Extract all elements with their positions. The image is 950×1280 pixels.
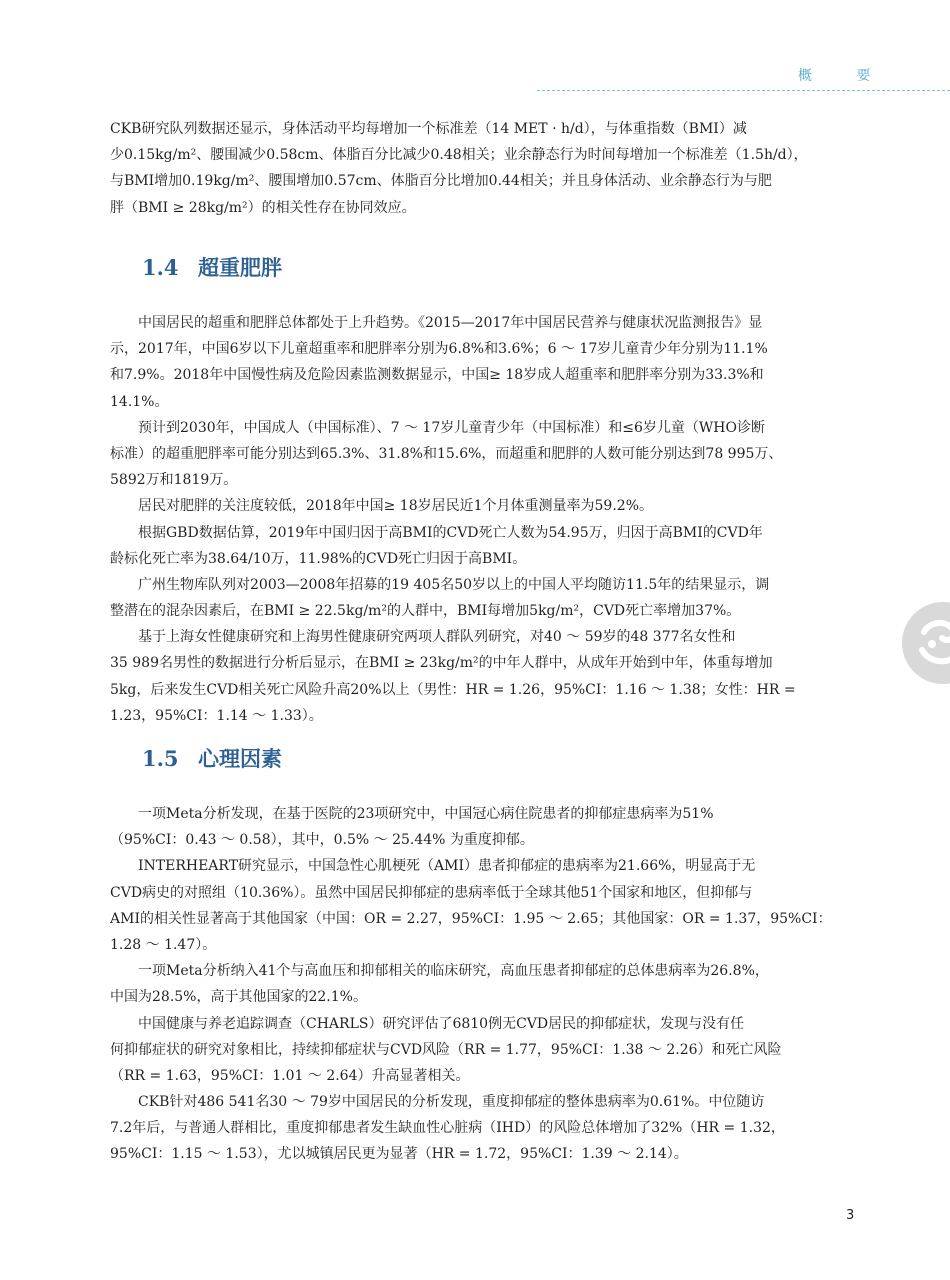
- text-line: 基于上海女性健康研究和上海男性健康研究两项人群队列研究，对40 ～ 59岁的48 377名女性和: [110, 629, 736, 646]
- text-line: 中国健康与养老追踪调查（CHARLS）研究评估了6810例无CVD居民的抑郁症状，发现与没有任: [110, 1015, 745, 1032]
- text-line: AMI的相关性显著高于其他国家（中国：OR = 2.27，95%CI：1.95 ～ 2.65；其他国家：OR = 1.37，95%CI：: [110, 910, 832, 927]
- text-line: 35 989名男性的数据进行分析后显示，在BMI ≥ 23kg/m²的中年人群中，从成年开始到中年，体重每增加: [110, 655, 773, 672]
- section-title: 超重肥胖: [198, 255, 282, 280]
- text-line: 标准）的超重肥胖率可能分别达到65.3%、31.8%和15.6%，而超重和肥胖的人数可能分别达到78 995万、: [110, 445, 783, 462]
- header-dashed-rule: [537, 90, 950, 91]
- text-line: 5892万和1819万。: [110, 472, 238, 489]
- text-line: 居民对肥胖的关注度较低，2018年中国≥ 18岁居民近1个月体重测量率为59.2%。: [110, 498, 654, 515]
- text-line: 预计到2030年，中国成人（中国标准）、7 ～ 17岁儿童青少年（中国标准）和≤6岁儿童（WHO诊断: [110, 419, 765, 436]
- text-line: （RR = 1.63，95%CI：1.01 ～ 2.64）升高显著相关。: [110, 1067, 470, 1084]
- text-line: 中国居民的超重和肥胖总体都处于上升趋势。《2015—2017年中国居民营养与健康状况监测报告》显: [110, 315, 763, 331]
- text-line: 95%CI：1.15 ～ 1.53），尤以城镇居民更为显著（HR = 1.72，95%CI：1.39 ～ 2.14）。: [110, 1146, 688, 1163]
- text-line: 何抑郁症状的研究对象相比，持续抑郁症状与CVD风险（RR = 1.77，95%CI：1.38 ～ 2.26）和死亡风险: [110, 1041, 782, 1058]
- running-header-title: 概 要: [798, 68, 891, 84]
- section-number: 1.4: [142, 255, 179, 280]
- text-line: CKB针对486 541名30 ～ 79岁中国居民的分析发现，重度抑郁症的整体患病率为0.61%。中位随访: [110, 1094, 765, 1111]
- text-line: INTERHEART研究显示，中国急性心肌梗死（AMI）患者抑郁症的患病率为21.66%，明显高于无: [110, 858, 756, 875]
- text-line: CVD病史的对照组（10.36%）。虽然中国居民抑郁症的患病率低于全球其他51个国家和地区，但抑郁与: [110, 884, 753, 901]
- text-line: 胖（BMI ≥ 28kg/m²）的相关性存在协同效应。: [110, 199, 416, 216]
- intro-paragraph: [110, 116, 856, 221]
- text-line: 示，2017年，中国6岁以下儿童超重率和肥胖率分别为6.8%和3.6%；6 ～ 17岁儿童青少年分别为11.1%: [110, 341, 768, 358]
- section-heading-1-4: [142, 252, 282, 282]
- text-line: 广州生物库队列对2003—2008年招募的19 405名50岁以上的中国人平均随访11.5年的结果显示，调: [110, 576, 770, 593]
- text-line: 根据GBD数据估算，2019年中国归因于高BMI的CVD死亡人数为54.95万，归因于高BMI的CVD年: [110, 524, 763, 541]
- text-line: 与BMI增加0.19kg/m²、腰围增加0.57cm、体脂百分比增加0.44相关；并且身体活动、业余静态行为与肥: [110, 173, 772, 190]
- text-line: CKB研究队列数据还显示，身体活动平均每增加一个标准差（14 MET · h/d），与体重指数（BMI）减: [110, 121, 747, 137]
- text-line: 少0.15kg/m²、腰围减少0.58cm、体脂百分比减少0.48相关；业余静态行为时间每增加一个标准差（1.5h/d），: [110, 147, 808, 164]
- text-line: 和7.9%。2018年中国慢性病及危险因素监测数据显示，中国≥ 18岁成人超重率和肥胖率分别为33.3%和: [110, 367, 764, 384]
- text-line: 14.1%。: [110, 393, 169, 410]
- section-1-4-body: [110, 310, 856, 729]
- text-line: 一项Meta分析纳入41个与高血压和抑郁相关的临床研究，高血压患者抑郁症的总体患病率为26.8%，: [110, 963, 769, 980]
- section-1-5-body: [110, 801, 856, 1168]
- text-line: 一项Meta分析发现，在基于医院的23项研究中，中国冠心病住院患者的抑郁症患病率为51%: [110, 806, 714, 822]
- page-number: 3: [846, 1208, 855, 1223]
- text-line: （95%CI：0.43 ～ 0.58），其中，0.5% ～ 25.44% 为重度抑郁。: [110, 832, 534, 849]
- section-number: 1.5: [142, 746, 179, 771]
- section-heading-1-5: [142, 743, 282, 773]
- text-line: 龄标化死亡率为38.64/10万，11.98%的CVD死亡归因于高BMI。: [110, 550, 527, 567]
- section-title: 心理因素: [198, 746, 282, 771]
- text-line: 1.28 ～ 1.47）。: [110, 936, 217, 953]
- text-line: 中国为28.5%，高于其他国家的22.1%。: [110, 989, 367, 1006]
- text-line: 5kg，后来发生CVD相关死亡风险升高20%以上（男性：HR = 1.26，95%CI：1.16 ～ 1.38；女性：HR =: [110, 681, 796, 698]
- side-chapter-tab-icon: [902, 602, 950, 684]
- text-line: 7.2年后，与普通人群相比，重度抑郁患者发生缺血性心脏病（IHD）的风险总体增加了32%（HR = 1.32，: [110, 1120, 785, 1137]
- text-line: 1.23，95%CI：1.14 ～ 1.33）。: [110, 707, 323, 724]
- text-line: 整潜在的混杂因素后，在BMI ≥ 22.5kg/m²的人群中，BMI每增加5kg/m²，CVD死亡率增加37%。: [110, 603, 741, 620]
